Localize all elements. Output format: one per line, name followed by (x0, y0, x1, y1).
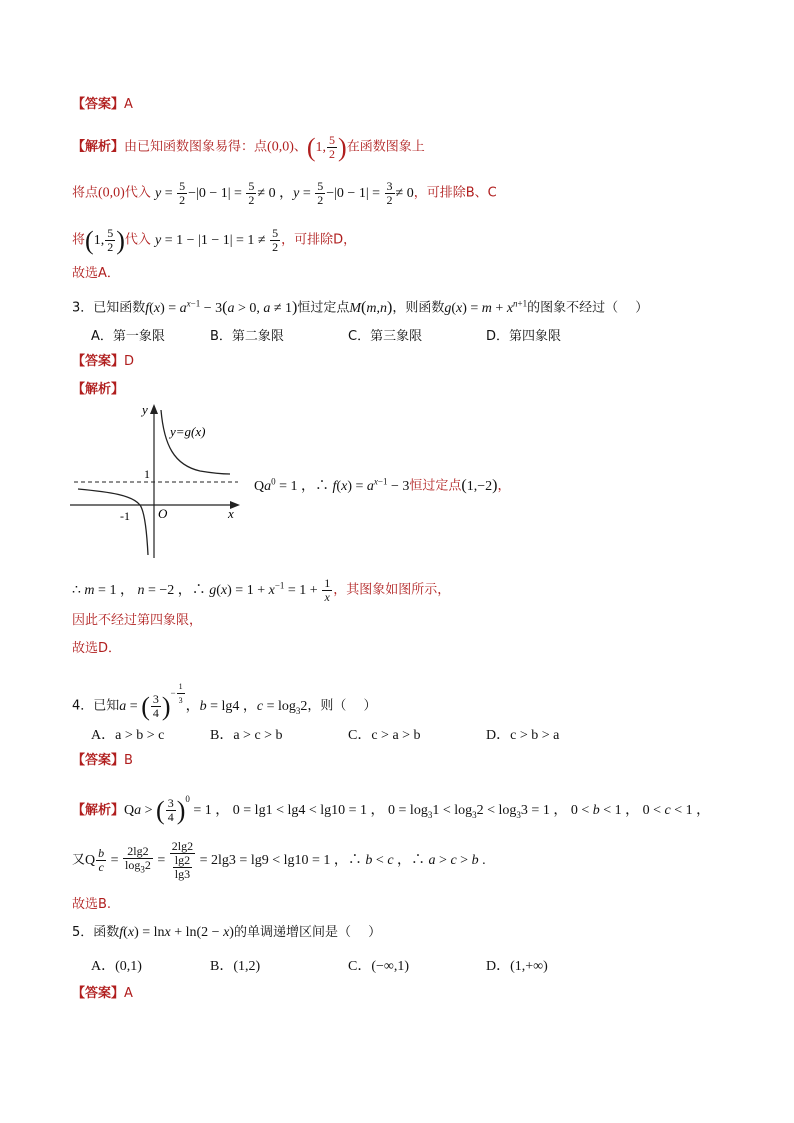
q3-graph (70, 400, 250, 560)
curve-right-branch (161, 410, 230, 474)
q4-option-a[interactable]: A．a > b > c (91, 728, 165, 743)
q3-fixed-point: (1,−2) (461, 476, 498, 494)
q5-option-a[interactable]: A．(0,1) (91, 959, 142, 974)
curve-label: y=g(x) (170, 424, 206, 439)
q3-stem (72, 294, 648, 318)
q4-answer: B (124, 753, 133, 768)
q3-conclusion2: 故选D． (72, 641, 122, 656)
q2-text: 将点 (72, 185, 99, 201)
analysis-label: 【解析】 (72, 382, 125, 397)
q4-analysis-ratio: Q $\frac{b}{c}$ = $\frac{2\lg 2}{\log_32}$ = $\frac{2\lg 2}{\frac{\lg 2}{\lg 3}}$ = 2lg3 = lg9 < lg10 = 1 ，∴ b < c ，∴ a > c > b . (85, 839, 486, 881)
q4-conclusion: 故选B. (72, 897, 112, 912)
q4-formula-abc: a = ( $\frac{3}{4}$ )$^{- \frac{1}{3}}$ ，b = lg4 ，$c = \log_32$ (119, 682, 308, 721)
q3-option-c[interactable]: C．第三象限 (348, 329, 423, 344)
label-neg-one: -1 (120, 509, 130, 523)
q5-text: 的单调递增区间是（ ） (233, 925, 382, 940)
label-one: 1 (144, 467, 150, 481)
q3-text: 的图象不经过（ ） (527, 300, 649, 316)
q2-text: ，可排除D， (281, 232, 357, 248)
q2-text: 代入 (124, 185, 151, 201)
q4-option-b[interactable]: B．a > c > b (210, 728, 283, 743)
analysis-label: 【解析】 (72, 139, 125, 155)
q3-text: 恒过定点 (409, 478, 462, 494)
q2-sep: 、 (293, 139, 307, 155)
answer-label: 【答案】 (72, 753, 125, 768)
label-origin: O (158, 506, 168, 521)
q3-text: ，其图象如图所示， (333, 582, 451, 598)
q3-text: 恒过定点 (297, 300, 350, 316)
q5-answer-line (72, 985, 133, 1003)
label-y: y (142, 402, 148, 417)
q5-option-b[interactable]: B．(1,2) (210, 959, 261, 974)
q2-point-formula: (1, $\frac{5}{2}$ ) (85, 225, 125, 255)
q4-analysis-line2 (72, 840, 486, 881)
q3-reason-formula: $Qa^0 = 1$ ，∴ $f(x) = a^{x-1} - 3$ (254, 476, 410, 494)
q2-text: ，可排除B、C (413, 185, 497, 201)
q2-formula-check: y = 1 − |1 − 1| = 1 ≠ $\frac{5}{2}$ (155, 226, 279, 254)
q3-answer-line (72, 353, 134, 371)
answer-label: 【答案】 (72, 986, 125, 1001)
q2-text: 由已知函数图象易得：点 (124, 139, 268, 155)
q2-text: 代入 (124, 232, 151, 248)
q2-point-formula: (1, $\frac{5}{2}$ ) (306, 132, 347, 162)
q2-conclusion: 故选A． (72, 266, 120, 281)
q3-option-a[interactable]: A．第一象限 (91, 329, 165, 344)
q2-analysis-line2 (72, 180, 497, 207)
y-axis-arrow (150, 404, 158, 414)
q5-option-d[interactable]: D．(1,+∞) (486, 959, 548, 974)
q2-text: 在函数图象上 (346, 139, 425, 155)
q4-analysis-line1 (72, 790, 710, 824)
q4-text: 又 (72, 852, 86, 868)
q5-stem (72, 924, 381, 942)
q3-answer: D (124, 354, 135, 369)
q3-result-line (72, 576, 450, 604)
q4-text: ，则（ ） (307, 698, 377, 714)
q5-formula-f: f(x) = lnx + ln(2 − x) (119, 925, 234, 940)
q4-option-c[interactable]: C．c > a > b (348, 728, 421, 743)
q5-option-c[interactable]: C．(−∞,1) (348, 959, 410, 974)
q3-point-m: M(m,n) (349, 298, 393, 316)
q2-analysis-line3 (72, 227, 356, 254)
answer-label: 【答案】 (72, 97, 125, 112)
q4-stem (72, 680, 377, 720)
q2-text: 将 (72, 232, 86, 248)
q5-number: 5．函数 (72, 925, 120, 940)
q3-number: 3．已知函数 (72, 300, 146, 316)
q2-analysis-line1 (72, 134, 425, 161)
q3-option-b[interactable]: B．第二象限 (210, 329, 284, 344)
q3-reason (254, 472, 510, 496)
q2-point-origin: (0,0) (267, 139, 294, 155)
answer-label: 【答案】 (72, 354, 125, 369)
q3-result-formula: ∴ m = 1 ， n = −2 ，∴ $g(x) = 1 + x^{-1} = 1$ + $\frac{1}{x}$ (72, 575, 331, 604)
q5-answer: A (124, 986, 133, 1001)
q2-point-origin: (0,0) (98, 185, 125, 201)
q4-option-d[interactable]: D．c > b > a (486, 728, 560, 743)
curve-left-branch (78, 489, 148, 555)
q3-formula-f: $f(x) = a^{x-1} - 3(a > 0$, a ≠ 1) (145, 298, 298, 316)
analysis-label: 【解析】 (72, 803, 125, 818)
q3-formula-g: $g(x) = m + x^{n+1}$ (444, 298, 528, 316)
q4-answer-line (72, 752, 133, 770)
q3-conclusion1: 因此不经过第四象限， (72, 613, 203, 628)
q2-formula-substitution: y = $\frac{5}{2}$ −|0 − 1| = $\frac{5}{2}$ ≠ 0 ，y = $\frac{5}{2}$ −|0 − 1| = $\frac{3}{2}$ ≠ 0 (155, 179, 414, 207)
q3-option-d[interactable]: D．第四象限 (486, 329, 562, 344)
q3-text: ， (497, 478, 511, 494)
q4-analysis-formula: Qa > ( $\frac{3}{4}$ )$^0$ = 1 ， 0 = lg1 < lg4 < lg10 = 1 ， $0 = \log_31 < \log_32 < \log_33 = 1$ ， 0 < b < 1 ， 0 < c < 1 ， (124, 794, 711, 825)
q2-answer: A (124, 97, 133, 112)
q4-number: 4．已知 (72, 698, 120, 714)
q3-text: ，则函数 (392, 300, 445, 316)
label-x: x (228, 506, 234, 521)
q2-answer-line (72, 96, 133, 114)
q3-analysis-line (72, 381, 124, 399)
